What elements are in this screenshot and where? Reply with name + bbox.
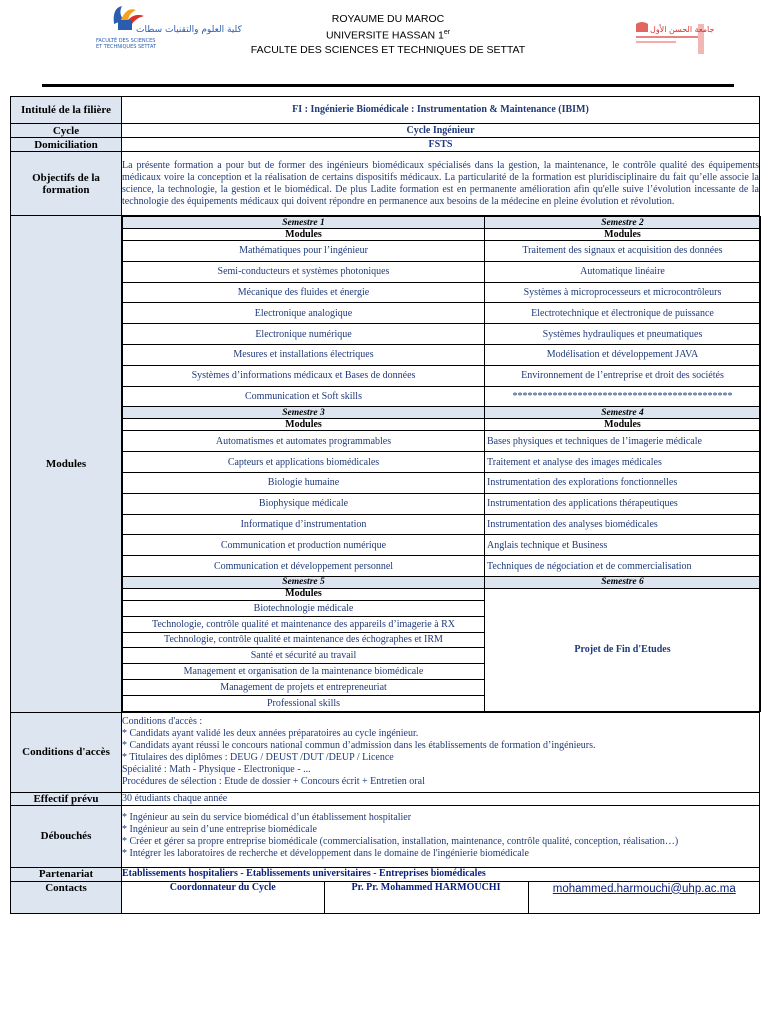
module-item: Semi-conducteurs et systèmes photoniques: [123, 261, 485, 282]
module-item: Techniques de négociation et de commercialisation: [485, 556, 761, 577]
module-item: Informatique d’instrumentation: [123, 514, 485, 535]
contacts-cell: [122, 881, 760, 913]
module-item: Bases physiques et techniques de l’imagerie médicale: [485, 431, 761, 452]
module-item: Professional skills: [123, 695, 485, 711]
modules-header: Modules: [123, 229, 485, 241]
module-item: Santé et sécurité au travail: [123, 648, 485, 664]
svg-text:FACULTÉ DES SCIENCES: FACULTÉ DES SCIENCES: [96, 38, 156, 44]
logo-arabic-text: كلية العلوم والتقنيات سطات: [136, 25, 242, 35]
university-title: UNIVERSITE HASSAN 1er: [325, 29, 451, 42]
conditions-value: [122, 712, 760, 792]
module-item: Technologie, contrôle qualité et maintenance des échographes et IRM: [123, 632, 485, 648]
module-item: Instrumentation des explorations fonctionnelles: [485, 472, 761, 493]
conditions-label: Conditions d'accès: [11, 712, 122, 792]
modules-grid: [122, 216, 761, 712]
header-rule: [42, 84, 734, 87]
module-item: Communication et Soft skills: [123, 386, 485, 407]
module-item: Management de projets et entrepreneuriat: [123, 679, 485, 695]
module-item: Electronique analogique: [123, 303, 485, 324]
module-item: Automatique linéaire: [485, 261, 761, 282]
coordinator-name: Pr. Pr. Mohammed HARMOUCHI: [324, 882, 528, 913]
contacts-label: Contacts: [11, 881, 122, 913]
module-item: Automatismes et automates programmables: [123, 431, 485, 452]
effectif-label: Effectif prévu: [11, 792, 122, 805]
modules-header: Modules: [485, 229, 761, 241]
faculty-title: FACULTE DES SCIENCES ET TECHNIQUES DE SETTAT: [250, 43, 526, 56]
kingdom-title: ROYAUME DU MAROC: [331, 13, 445, 25]
module-item: Systèmes hydrauliques et pneumatiques: [485, 324, 761, 345]
module-item: Modélisation et développement JAVA: [485, 344, 761, 365]
coordinator-email-link[interactable]: mohammed.harmouchi@uhp.ac.ma: [552, 882, 736, 895]
module-item: Biotechnologie médicale: [123, 600, 485, 616]
semester-2-title: Semestre 2: [485, 217, 761, 229]
module-item: Mesures et installations électriques: [123, 344, 485, 365]
modules-header: Modules: [123, 419, 485, 431]
svg-text:ET TECHNIQUES SETTAT: ET TECHNIQUES SETTAT: [96, 44, 157, 50]
debouches-value: [122, 805, 760, 867]
cycle-value: Cycle Ingénieur: [122, 124, 760, 138]
module-item: Biologie humaine: [123, 472, 485, 493]
modules-header: Modules: [123, 588, 485, 600]
filiere-label: Intitulé de la filière: [11, 97, 122, 124]
cycle-label: Cycle: [11, 124, 122, 138]
conditions-line: Procédures de sélection : Etude de dossier + Concours écrit + Entretien oral: [122, 776, 425, 788]
module-item: Communication et production numérique: [123, 535, 485, 556]
coordinator-label: Coordonnateur du Cycle: [122, 882, 324, 913]
domiciliation-value: FSTS: [122, 138, 760, 152]
debouches-line: * Intégrer les laboratoires de recherche et développement dans le domaine de l'ingénierie biomédicale: [122, 848, 529, 860]
module-item: Electrotechnique et électronique de puissance: [485, 303, 761, 324]
conditions-line: * Candidats ayant réussi le concours national commun d’admission dans les établissements de formation d’ingénieurs.: [122, 740, 596, 752]
program-table: [10, 96, 760, 914]
logo-right-caption: جامعة الحسن الأول: [650, 25, 715, 34]
debouches-line: * Ingénieur au sein du service biomédical d’un établissement hospitalier: [122, 812, 412, 824]
debouches-line: * Ingénieur au sein d’une entreprise biomédicale: [122, 824, 317, 836]
module-item: Environnement de l’entreprise et droit des sociétés: [485, 365, 761, 386]
semester-3-title: Semestre 3: [123, 407, 485, 419]
module-item: Capteurs et applications biomédicales: [123, 452, 485, 473]
filiere-value: FI : Ingénierie Biomédicale : Instrumentation & Maintenance (IBIM): [122, 97, 760, 124]
semester-4-title: Semestre 4: [485, 407, 761, 419]
conditions-line: Conditions d'accès :: [122, 716, 203, 728]
objectifs-value: La présente formation a pour but de former des ingénieurs biomédicaux spécialisés dans la gestion, la maintenance, le contrôle qualité des équipements médicaux voire la conception et la réalisation de certains dispositifs médicaux. La particularité de la formation est pluridisciplinaire du fait qu’elle associe la science, la technologie, la gestion et le biomédical. De plus Ladite formation est en permanente amélioration afin qu'elle suive l’évolution incessante de la technologie des équipements médicaux qui doivent répondre en permanence aux besoins de la médecine en pleine évolution et révolution.: [122, 152, 760, 216]
module-item: Mécanique des fluides et énergie: [123, 282, 485, 303]
document-header: [0, 0, 768, 86]
conditions-line: * Candidats ayant validé les deux années préparatoires au cycle ingénieur.: [122, 728, 419, 740]
projet-fin-etudes: Projet de Fin d'Etudes: [485, 588, 761, 711]
conditions-line: Spécialité : Math - Physique - Electronique - ...: [122, 764, 311, 776]
module-item: Electronique numérique: [123, 324, 485, 345]
module-item: Biophysique médicale: [123, 493, 485, 514]
module-item: Management et organisation de la maintenance biomédicale: [123, 664, 485, 680]
partenariat-label: Partenariat: [11, 867, 122, 881]
module-placeholder-stars: ********************************************: [485, 386, 761, 407]
debouches-line: * Créer et gérer sa propre entreprise biomédicale (commercialisation, installation, maintenance, contrôle qualité, conception, réalisation…): [122, 836, 679, 848]
module-item: Technologie, contrôle qualité et maintenance des appareils d’imagerie à RX: [123, 616, 485, 632]
module-item: Mathématiques pour l’ingénieur: [123, 241, 485, 262]
semester-1-title: Semestre 1: [123, 217, 485, 229]
objectifs-label: Objectifs de la formation: [11, 152, 122, 216]
domiciliation-label: Domiciliation: [11, 138, 122, 152]
fst-settat-logo: [92, 2, 242, 54]
module-item: Instrumentation des analyses biomédicales: [485, 514, 761, 535]
module-item: Systèmes à microprocesseurs et microcontrôleurs: [485, 282, 761, 303]
semester-6-title: Semestre 6: [485, 576, 761, 588]
effectif-value: 30 étudiants chaque année: [122, 792, 760, 805]
modules-grid-cell: [122, 216, 760, 713]
module-item: Systèmes d’informations médicaux et Bases de données: [123, 365, 485, 386]
module-item: Instrumentation des applications thérapeutiques: [485, 493, 761, 514]
module-item: Traitement et analyse des images médicales: [485, 452, 761, 473]
module-item: Traitement des signaux et acquisition des données: [485, 241, 761, 262]
semester-5-title: Semestre 5: [123, 576, 485, 588]
partenariat-value: Etablissements hospitaliers - Etablissements universitaires - Entreprises biomédicales: [122, 867, 760, 881]
institution-heading: [200, 12, 576, 57]
module-item: Communication et développement personnel: [123, 556, 485, 577]
conditions-line: * Titulaires des diplômes : DEUG / DEUST /DUT /DEUP / Licence: [122, 752, 394, 764]
modules-label: Modules: [11, 216, 122, 713]
modules-header: Modules: [485, 419, 761, 431]
university-hassan-logo: [628, 20, 715, 60]
module-item: Anglais technique et Business: [485, 535, 761, 556]
debouches-label: Débouchés: [11, 805, 122, 867]
